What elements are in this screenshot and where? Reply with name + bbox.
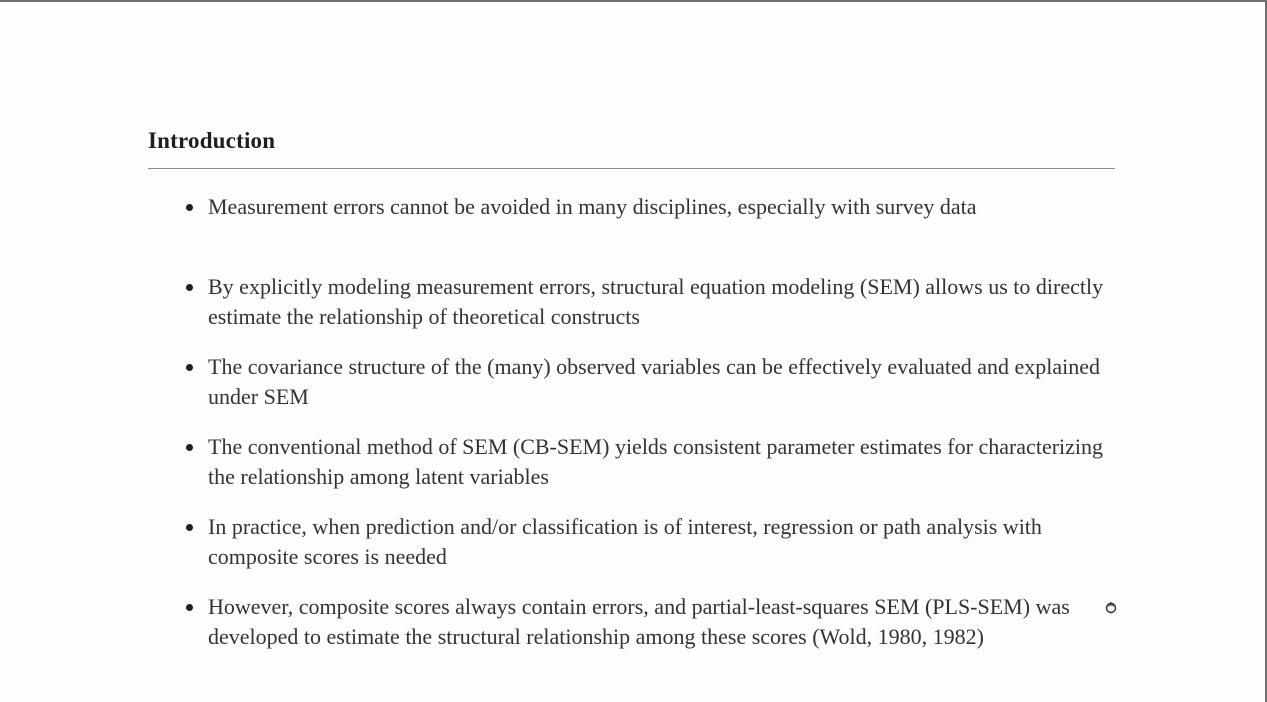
bullet-item xyxy=(182,192,1112,272)
hand-cursor-icon xyxy=(1104,600,1118,614)
bullet-text: The conventional method of SEM (CB-SEM) yields consistent parameter estimates for characterizing the relationship among latent variables xyxy=(208,434,1104,489)
bullet-item xyxy=(182,272,1112,352)
bullet-dot-icon xyxy=(186,364,193,371)
bullet-text: By explicitly modeling measurement errors, structural equation modeling (SEM) allows us to directly estimate the relationship of theoretical constructs xyxy=(208,274,1104,329)
bullet-dot-icon xyxy=(186,444,193,451)
title-underline-rule xyxy=(148,168,1115,169)
bullet-item xyxy=(182,512,1112,592)
slide-title: Introduction xyxy=(148,128,276,153)
bullet-item xyxy=(182,432,1112,512)
bullet-text: Measurement errors cannot be avoided in many disciplines, especially with survey data xyxy=(208,194,977,219)
bullet-text: The covariance structure of the (many) observed variables can be effectively evaluated and explained under SEM xyxy=(208,354,1100,409)
bullet-dot-icon xyxy=(186,204,193,211)
slide-canvas xyxy=(0,2,1265,702)
bullet-dot-icon xyxy=(186,604,193,611)
bullet-text: In practice, when prediction and/or classification is of interest, regression or path analysis with composite scores is needed xyxy=(208,514,1042,569)
bullet-dot-icon xyxy=(186,284,193,291)
bullet-item xyxy=(182,592,1112,672)
bullet-text: However, composite scores always contain errors, and partial-least-squares SEM (PLS-SEM) was developed to estimate the structural relationship among these scores (Wold, 1980, 1982) xyxy=(208,594,1070,649)
bullet-item xyxy=(182,352,1112,432)
bullet-dot-icon xyxy=(186,524,193,531)
bullet-list xyxy=(182,192,1112,672)
